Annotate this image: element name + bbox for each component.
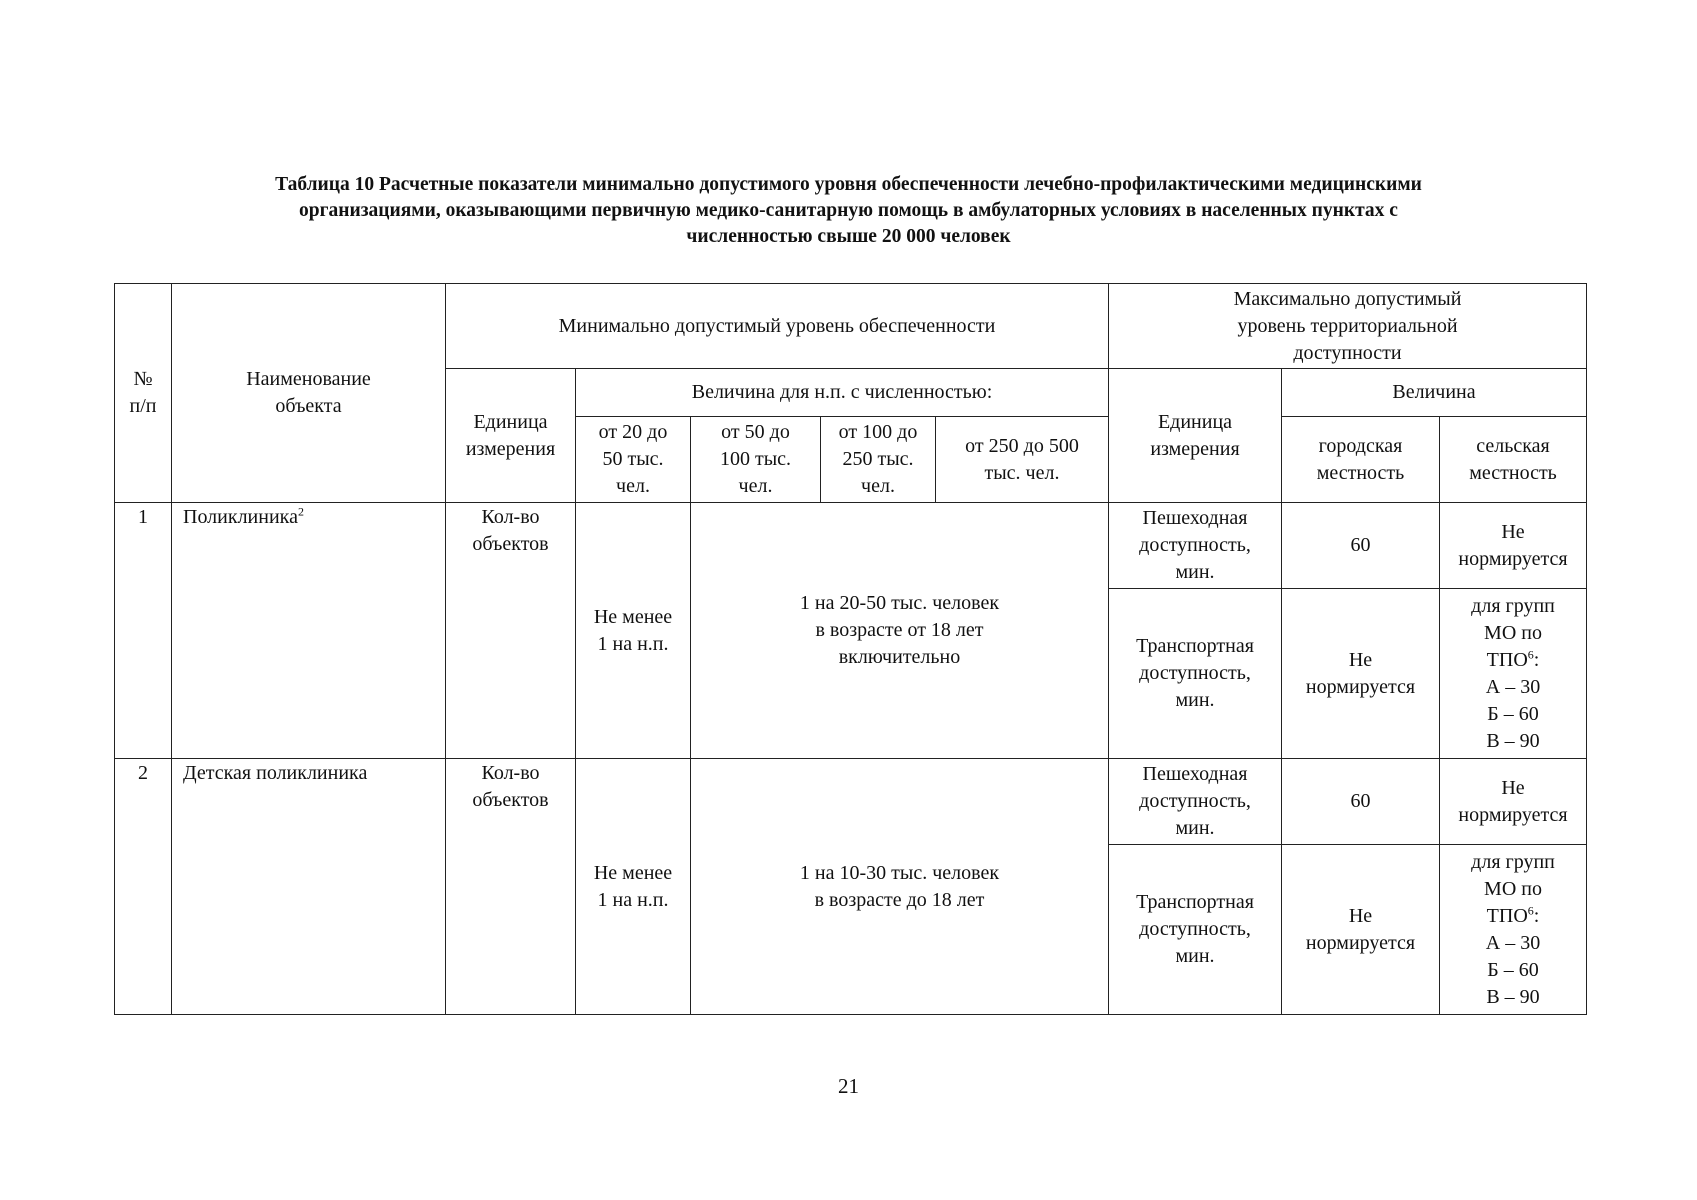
row-walk-unit: Пешеходная доступность, мин.: [1109, 503, 1282, 589]
header-pop-50-100: от 50 до 100 тыс. чел.: [691, 417, 821, 503]
header-name: Наименование объекта: [172, 284, 446, 503]
row-transport-urban: Не нормируется: [1282, 845, 1440, 1015]
row-transport-rural: для групп МО по ТПО$^6$: А – 30 Б – 60 В – 90: [1440, 845, 1587, 1015]
header-unit-min: Единица измерения: [446, 369, 576, 503]
row-transport-unit: Транспортная доступность, мин.: [1109, 589, 1282, 759]
row-min-large-settlement: 1 на 20-50 тыс. человек в возрасте от 18 лет включительно: [691, 503, 1109, 759]
caption-line-2: организациями, оказывающими первичную медико-санитарную помощь в амбулаторных условиях в населенных пунктах с: [299, 200, 1398, 221]
header-pop-250-500: от 250 до 500 тыс. чел.: [936, 417, 1109, 503]
table-row: [115, 759, 1587, 845]
header-unit-max: Единица измерения: [1109, 369, 1282, 503]
caption-line-3: численностью свыше 20 000 человек: [686, 226, 1011, 247]
header-max-access: Максимально допустимый уровень территориальной доступности: [1109, 284, 1587, 369]
header-value-by-population: Величина для н.п. с численностью:: [576, 369, 1109, 417]
header-rural: сельская местность: [1440, 417, 1587, 503]
row-num: 2: [115, 759, 172, 1015]
row-walk-urban: 60: [1282, 503, 1440, 589]
row-transport-rural: для групп МО по ТПО$^6$: А – 30 Б – 60 В – 90: [1440, 589, 1587, 759]
header-pop-100-250: от 100 до 250 тыс. чел.: [821, 417, 936, 503]
row-walk-rural: Не нормируется: [1440, 503, 1587, 589]
row-walk-urban: 60: [1282, 759, 1440, 845]
header-value: Величина: [1282, 369, 1587, 417]
table-row: [115, 503, 1587, 589]
provision-table: [114, 283, 1587, 1015]
row-name: Поликлиника$^2$: [172, 503, 446, 759]
caption-line-1: Таблица 10 Расчетные показатели минимально допустимого уровня обеспеченности лечебно-профилактическими медицинскими: [275, 174, 1422, 195]
row-min-small-settlement: Не менее 1 на н.п.: [576, 503, 691, 759]
row-name: Детская поликлиника: [172, 759, 446, 1015]
row-transport-urban: Не нормируется: [1282, 589, 1440, 759]
row-num: 1: [115, 503, 172, 759]
row-walk-unit: Пешеходная доступность, мин.: [1109, 759, 1282, 845]
row-unit: Кол-во объектов: [446, 503, 576, 759]
page-number: 21: [838, 1074, 859, 1098]
header-min-level: Минимально допустимый уровень обеспеченности: [446, 284, 1109, 369]
row-min-small-settlement: Не менее 1 на н.п.: [576, 759, 691, 1015]
table-caption: [120, 172, 1577, 250]
row-walk-rural: Не нормируется: [1440, 759, 1587, 845]
header-pop-20-50: от 20 до 50 тыс. чел.: [576, 417, 691, 503]
row-unit: Кол-во объектов: [446, 759, 576, 1015]
header-num: № п/п: [115, 284, 172, 503]
header-urban: городская местность: [1282, 417, 1440, 503]
row-min-large-settlement: 1 на 10-30 тыс. человек в возрасте до 18 лет: [691, 759, 1109, 1015]
row-transport-unit: Транспортная доступность, мин.: [1109, 845, 1282, 1015]
